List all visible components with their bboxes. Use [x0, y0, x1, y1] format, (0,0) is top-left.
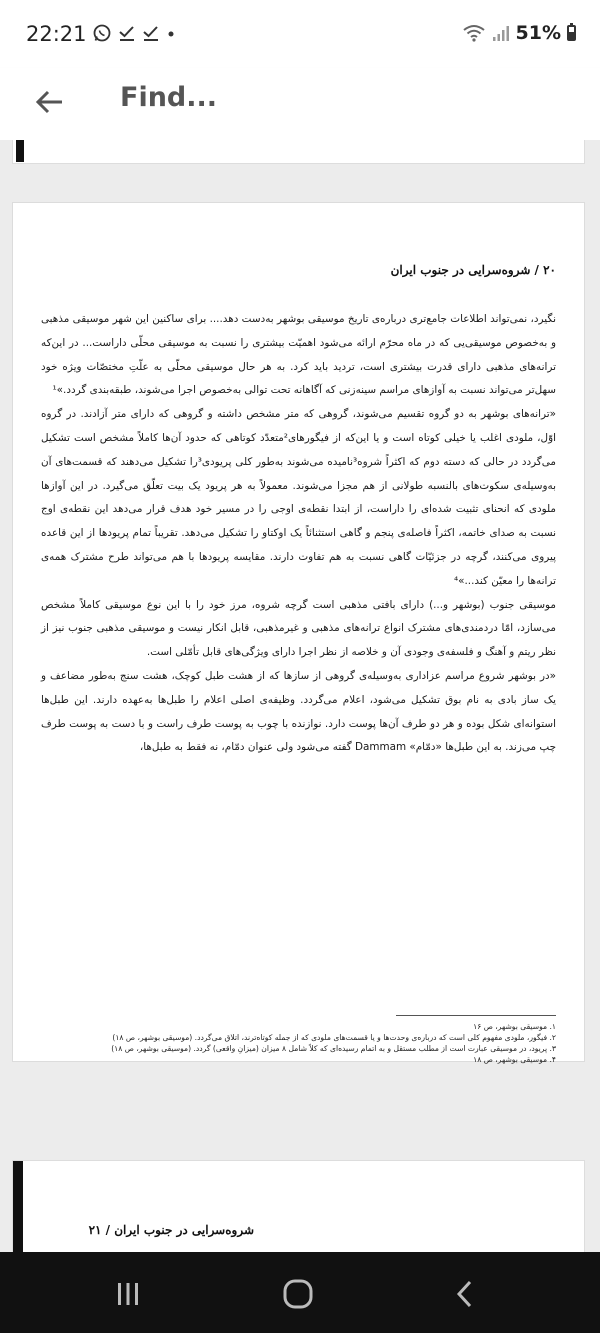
paragraph: موسیقی جنوب (بوشهر و...) دارای بافتی مذهبی است گرچه شروه، مرز خود را با این نوع موسیقی کاملاً مشخص می‌سازد، امّا دردمندی‌های مشترک انواع ترانه‌های مذهبی و غیرمذهبی، قابل انکار نیست و موسیقی مذهبی جنوب نیز از نظر ریتم و آهنگ و فلسفه‌ی وجودی آن و خلاصه از نظر اجرا دارای ویژگی‌های قابل تأمّلی است.: [41, 598, 556, 659]
battery-icon: [567, 25, 576, 41]
check-icon: [142, 23, 160, 43]
document-viewer[interactable]: [0, 140, 600, 1252]
arrow-back-icon: [30, 82, 70, 122]
system-status: [462, 22, 576, 44]
notification-icons: [92, 23, 176, 43]
system-back-button[interactable]: [445, 1274, 485, 1314]
previous-page: [12, 140, 585, 164]
footnotes: [41, 1021, 556, 1065]
find-title[interactable]: Find...: [120, 82, 218, 113]
status-time: 22:21: [26, 22, 87, 46]
back-icon: [445, 1274, 485, 1314]
app-bar: [0, 68, 600, 140]
paragraph: نگیرد، نمی‌تواند اطلاعات جامع‌تری درباره‌ی تاریخ موسیقی بوشهر به‌دست دهد.... برای ساکنین این شهر موسیقی مذهبی و به‌خصوص موسیقی‌یی که در ماه محرّم ارائه می‌شود اهمیّت بیشتری را نسبت به موسیقی محلّی داراست... در این‌که ترانه‌های مذهبی دارای قدرت بیشتری است، تردید باید کرد. به هر حال موسیقی محلّی به علّتِ مختصّات ویژه خود سهل‌تر می‌تواند نسبت به آوازهای مراسم سینه‌زنی که آگاهانه تحت توالی به‌خصوص اجرا می‌شوند، طبقه‌بندی گردد.»¹: [41, 313, 556, 397]
footnote: ۴. موسیقی بوشهر، ص ۱۸: [473, 1055, 556, 1064]
home-icon: [278, 1274, 318, 1314]
paragraph: «ترانه‌های بوشهر به دو گروه تقسیم می‌شوند، گروهی که متر مشخص داشته و گروهی که دارای متر آزادند. در گروه اوّل، ملودی اغلب یا خیلی کوتاه است و یا این‌که از فیگورهای²متعدّد کوتاهی که حدود آن‌ها کاملاً مشخص است تشکیل می‌گردد در حالی که دسته دوم که اکثراً شروه³نامیده می‌شوند به‌طور کلی پریودی³را تشکیل می‌دهند که قسمت‌های آن به‌وسیله‌ی سکوت‌های بالنسبه طولانی از هم مجزا می‌شوند. معمولاً به هر پریود یک بیت تعلّق می‌گیرد. در این آوازها ملودی که انحنای تثبیت شده‌ای را داراست، از ابتدا نقطه‌ی اوجی را در مسیر خود هدف قرار می‌دهد این نقطه‌ی اوج نسبت به صدای خاتمه، اکثراً فاصله‌ی پنجم و گاهی استثنائاً یک اوکتاو را تشکیل می‌دهد. تقریباً تمام پریودها از این قاعده پیروی می‌کنند، گرچه در جزئیّات گاهی نسبت به هم تفاوت دارند. مقایسه پریودها با هم می‌تواند طرح مشترک همه‌ی ترانه‌ها را معیّن کند...»⁴: [41, 408, 556, 587]
footnote: ۳. پریود، در موسیقی عبارت است از مطلب مستقل و به اتمام رسیده‌ای که کلاً شامل ۸ میزان (میزانِ واقعی) گردد. (موسیقی بوشهر، ص ۱۸): [111, 1044, 556, 1053]
paragraph: «در بوشهر شروع مراسم عزاداری به‌وسیله‌ی گروهی از سازها که از هشت طبل کوچک، هشت سنج به‌طور مضاعف و یک ساز بادی به نام بوق تشکیل می‌شود، اعلام می‌گردد. وظیفه‌ی اصلی اعلام را طبل‌ها به‌عهده دارند. این طبل‌ها استوانه‌ای شکل بوده و هر دو طرف آن‌ها پوست دارد. نوازنده با چوب به پوست طرف راست و با دست به پوست طرف چپ می‌زند. به این طبل‌ها «دمّام» Dammam گفته می‌شود ولی عنوان دمّام، نه فقط به طبل‌ها،: [41, 669, 556, 754]
footnote: ۲. فیگور، ملودی مفهوم کلی است که درباره‌ی وحدت‌ها و یا قسمت‌های ملودی که از جمله کوتاه‌ترند، اتلاق می‌گردد. (موسیقی بوشهر، ص ۱۸): [112, 1033, 556, 1042]
battery-percent: 51%: [515, 22, 561, 44]
navigation-bar: [0, 1252, 600, 1333]
footnote-divider: [396, 1015, 556, 1016]
page-header: ۲۰ / شروه‌سرایی در جنوب ایران: [390, 263, 556, 277]
back-button[interactable]: [30, 82, 70, 122]
recents-icon: [108, 1274, 148, 1314]
home-button[interactable]: [278, 1274, 318, 1314]
next-page: [12, 1160, 585, 1252]
check-icon: [118, 23, 136, 43]
status-bar: [0, 0, 600, 68]
page-edge: [13, 1161, 23, 1252]
current-page: [12, 202, 585, 1062]
footnote: ۱. موسیقی بوشهر، ص ۱۶: [473, 1022, 556, 1031]
whatsapp-icon: [92, 23, 112, 43]
next-page-header: شروه‌سرایی در جنوب ایران / ۲۱: [88, 1223, 254, 1237]
wifi-icon: [462, 23, 486, 43]
page-body: [41, 308, 556, 760]
recents-button[interactable]: [108, 1274, 148, 1314]
signal-icon: [492, 23, 510, 43]
dot-icon: [166, 23, 176, 43]
page-edge: [16, 140, 24, 162]
